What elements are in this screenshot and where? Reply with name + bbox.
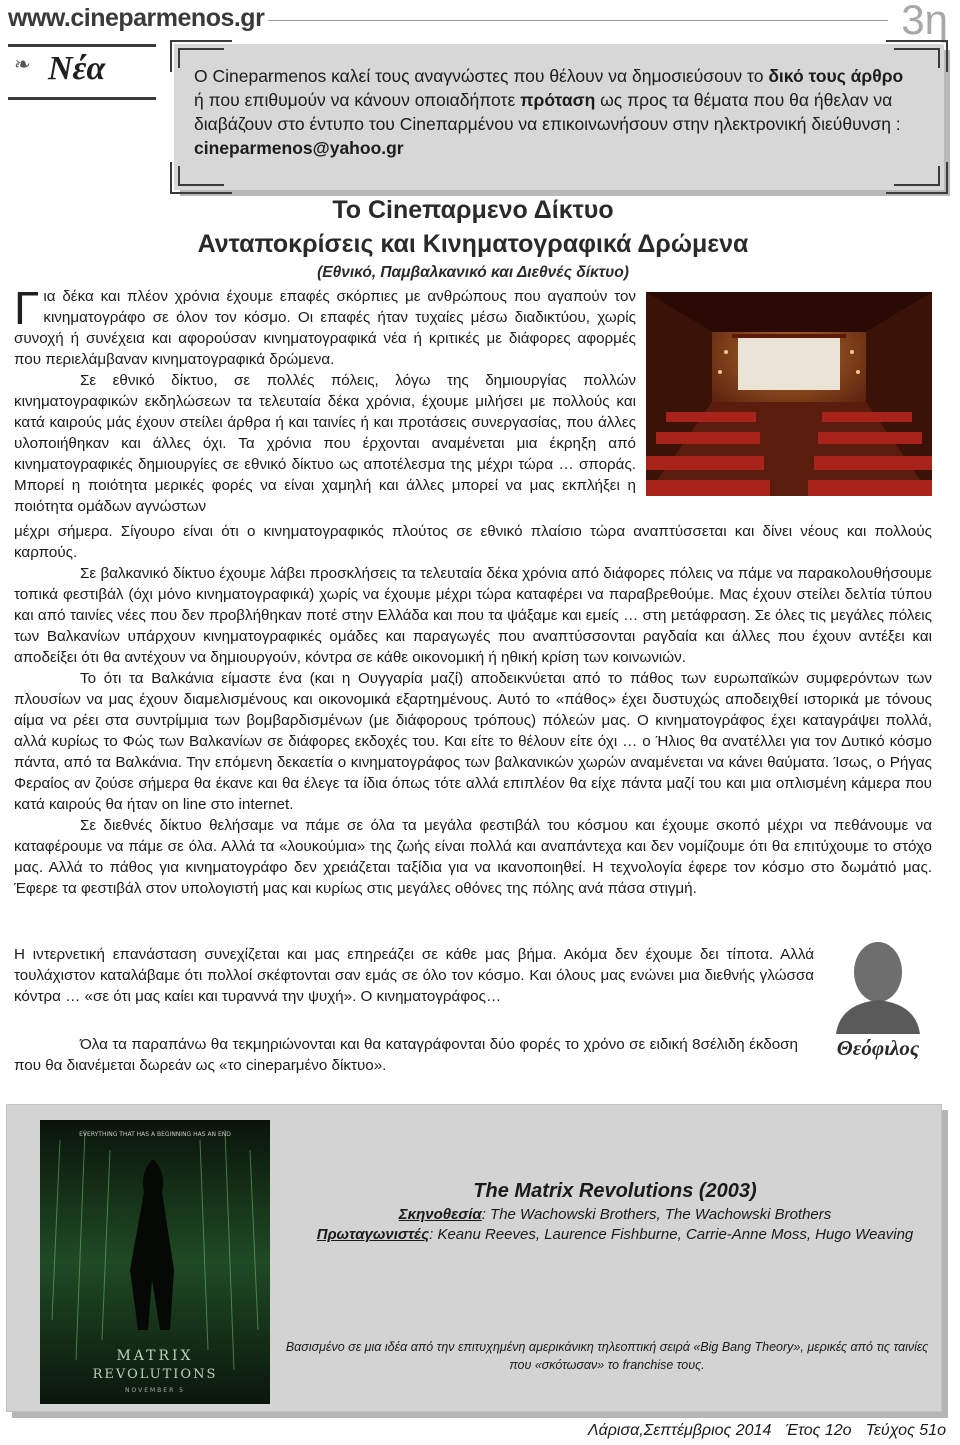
footer-place-date: Λάρισα,Σεπτέμβριος 2014 xyxy=(587,1422,772,1439)
movie-director xyxy=(290,1206,940,1223)
announcement-bold: δικό τους άρθρο xyxy=(768,66,904,86)
director-value: : The Wachowski Brothers, The Wachowski Brothers xyxy=(481,1206,832,1223)
footer-year: Έτος 12ο xyxy=(785,1422,852,1439)
movie-poster-art xyxy=(40,1120,270,1404)
frame-corner-inner xyxy=(178,166,224,186)
article-subtitle: (Εθνικό, Παμβαλκανικό και Διεθνές δίκτυο) xyxy=(317,264,629,281)
poster-tagline: EVERYTHING THAT HAS A BEGINNING HAS AN END xyxy=(79,1131,231,1138)
paragraph: Το ότι τα Βαλκάνια είμαστε ένα (και η Ουγγαρία μαζί) αποδεικνύεται από το πάθος των ευρωπαϊκών συμφερόντων των πλουσίων να μας έχουν διαμελισμένους και οικονομικά εξαρτημένους. Αυτό το «πάθος» έχει δυστυχώς αποδειχθεί ιστορικά με τόνους αίμα να ρέει στα συντρίμμια των βομβαρδισμένων (με διάφορους τρόπους) πόλεών μας. Ο κινηματογράφος έχει καταγράψει πολλά, αλλά κυρίως το Φώς των Βαλκανίων σε διάφορες εκδοχές του. Και είτε το θέλουν είτε όχι … ο Ήλιος θα ανατέλλει για τον Δυτικό κόσμο πάντα, από τα Βαλκάνια. Την επόμενη δεκαετία ο κινηματογράφος των βαλκανικών χωρών αναμένεται να κάνει θαύματα. Ίσως, ο Ρήγας Φεραίος αν ζούσε σήμερα θα έκανε και θα έλεγε τα ίδια όπως τότε αλλά επιπλέον θα είχε πάντα μαζί του και μια οπλισμένη κάμερα που κατά καιρούς θα ήταν on line στο internet. xyxy=(14,670,932,813)
section-tag-bottom-bar xyxy=(8,97,156,100)
section-tag-top-bar xyxy=(8,44,156,47)
person-silhouette-icon xyxy=(826,934,930,1034)
announcement-bold: πρόταση xyxy=(520,90,596,110)
paragraph: Σε εθνικό δίκτυο, σε πολλές πόλεις, λόγω της δημιουργίας πολλών κινηματογραφικών εκδηλώσεων τα τελευταία δέκα χρόνια, έχουμε μιλήσει με πολλούς και κατά καιρούς μάς έχουν στείλει άρθρα ή και ταινίες ή και προτάσεις συνεργασίας, που άλλες υλοποιήθηκαν και άλλες όχι. Τα χρόνια που έρχονται αναμένεται μια έκρηξη από κινηματογραφικές δημιουργίες σε εθνικό δίκτυο ως αποτέλεσμα της μέχρι τώρα … σποράς. Μπορεί η ποιότητα μερικές φορές να είναι χαμηλή και άλλες μπορεί να μας εκπλήξει η ποιότητα ομάδων αγνώστων xyxy=(14,372,636,515)
site-url[interactable]: www.cineparmenos.gr xyxy=(8,4,265,32)
paragraph: μέχρι σήμερα. Σίγουρο είναι ότι ο κινηματογραφικός πλούτος σε εθνικό πλαίσιο τώρα αναπτύσσεται και δίνει νέους και πολλούς καρπούς. xyxy=(14,523,932,561)
footer-issue: Τεύχος 51ο xyxy=(865,1422,946,1439)
article-column-top xyxy=(14,282,636,517)
movie-poster xyxy=(40,1120,270,1404)
announcement-part: ως προς τα θέματα που θα ήθελαν να διαβάζουν στο έντυπο του Cineπαρμένου να επικοινωνήσουν στην ηλεκτρονική διεύθυνση : xyxy=(194,90,901,134)
paragraph: Όλα τα παραπάνω θα τεκμηριώνονται και θα καταγράφονται δύο φορές το χρόνο σε ειδική 8σέλιδη έκδοση που θα διανέμεται δωρεάν ως «το cineparμένο δίκτυο». xyxy=(14,1036,798,1074)
cast-label: Πρωταγωνιστές xyxy=(316,1226,430,1243)
cinema-hall-photo xyxy=(646,292,932,496)
poster-date: NOVEMBER 5 xyxy=(125,1387,185,1394)
announcement-part: Ο Cineparmenos καλεί τους αναγνώστες που θέλουν να δημοσιεύσουν το xyxy=(194,66,769,86)
drop-cap: Γ xyxy=(14,282,40,334)
article-column-bottom xyxy=(14,944,814,1007)
frame-corner-inner xyxy=(894,166,940,186)
paragraph: ια δέκα και πλέον χρόνια έχουμε επαφές σκόρπιες με ανθρώπους που αγαπούν τον κινηματογράφο σε όλον τον κόσμο. Οι επαφές ήταν τυχαίες μέσω διαδικτύου, χωρίς συνοχή ή συνέχεια και αφορούσαν κινηματογραφικά νέα ή κριτικές με διάφορες αφορμές που περιελάμβαναν κινηματογραφικά δρώμενα. xyxy=(14,288,636,368)
announcement-box xyxy=(174,44,944,190)
article-title: Το Cineπαρμενο Δίκτυο xyxy=(332,196,614,224)
ornament-icon: ❧ xyxy=(14,54,31,76)
announcement-text xyxy=(194,64,914,160)
paragraph: Σε βαλκανικό δίκτυο έχουμε λάβει προσκλήσεις τα τελευταία δέκα χρόνια από διάφορες πόλεις να πάμε να παρακολουθήσουμε τοπικά φεστιβάλ (όχι μόνο κινηματογραφικά) χωρίς να έχουμε μέχρι τώρα καταφέρει να παραβρεθούμε. Μας έχουν στείλει δελτία τύπου και από ταινίες νέες που δεν προβλήθηκαν ποτέ στην Ελλάδα και που τα ψάξαμε και εμείς … στη μετάφραση. Σε όλες τις μεγάλες πόλεις των Βαλκανίων υπάρχουν κινηματογραφικές ομάδες και παραγωγές που αναπτύσσονται ραγδαία και άλλες που έχουν αντέξει και αποδείξει ότι θα αντέχουν να δημιουργούν, κόντρα σε κάθε οικονομική ή ηθική κρίση των κοινωνιών. xyxy=(14,565,932,666)
article-column-full xyxy=(14,521,932,899)
movie-note: Βασισμένο σε μια ιδέα από την επιτυχημένη αμερικάνικη τηλεοπτική σειρά «Big Bang Theory», μερικές από τις ταινίες που «σκότωσαν» το franchise τους. xyxy=(285,1340,929,1372)
section-tag xyxy=(8,44,156,100)
header-rule xyxy=(268,20,888,21)
cinema-hall-illustration xyxy=(646,292,932,496)
page-number: 3η xyxy=(901,0,948,43)
cast-value: : Keanu Reeves, Laurence Fishburne, Carrie-Anne Moss, Hugo Weaving xyxy=(429,1226,914,1243)
footer xyxy=(574,1422,946,1440)
poster-title: MATRIX xyxy=(116,1348,194,1364)
paragraph: Σε διεθνές δίκτυο θελήσαμε να πάμε σε όλα τα μεγάλα φεστιβάλ του κόσμου και έχουμε σκοπό μέχρι να πεθάνουμε να καταφέρουμε να πάμε σε όλα. Αλλά τα «λουκούμια» της ζωής είναι πολλά και αναπάντεχα και δεν νομίζουμε ότι θα επιτύχουμε το στόχο μας. Αλλά το πάθος για κινηματογράφο δεν χρειάζεται ταξίδια για να ικανοποιηθεί. Η τεχνολογία έφερε τον κόσμο στο δωμάτιό μας. Έφερε τα φεστιβάλ στον υπολογιστή μας και κυρίως στις μεγάλες οθόνες της πόλης ανά πάσα στιγμή. xyxy=(14,817,932,897)
director-label: Σκηνοθεσία xyxy=(398,1206,482,1223)
announcement-email[interactable]: cineparmenos@yahoo.gr xyxy=(194,138,404,158)
announcement-part: ή που επιθυμούν να κάνουν οποιαδήποτε xyxy=(194,90,521,110)
section-label: Νέα xyxy=(48,50,106,87)
movie-cast xyxy=(290,1226,940,1243)
paragraph: Η ιντερνετική επανάσταση συνεχίζεται και μας επηρεάζει σε κάθε μας βήμα. Ακόμα δεν έχουμε δει τίποτα. Αλλά τουλάχιστον καταλάβαμε ότι πολλοί σκέφτονται σαν εμάς σε όλο τον κόσμο. Και όλους μας ενώνει μια διεθνής γλώσσα κόντρα … «σε ότι μας καίει και τυραννά την ψυχή». Ο κινηματογράφος… xyxy=(14,946,814,1005)
article-column-last xyxy=(14,1034,798,1076)
author-name: Θεόφιλος xyxy=(836,1036,920,1060)
article-title-secondary: Ανταποκρίσεις και Κινηματογραφικά Δρώμενα xyxy=(197,230,749,258)
movie-title: The Matrix Revolutions (2003) xyxy=(473,1180,757,1202)
poster-title-line2: REVOLUTIONS xyxy=(92,1367,218,1382)
